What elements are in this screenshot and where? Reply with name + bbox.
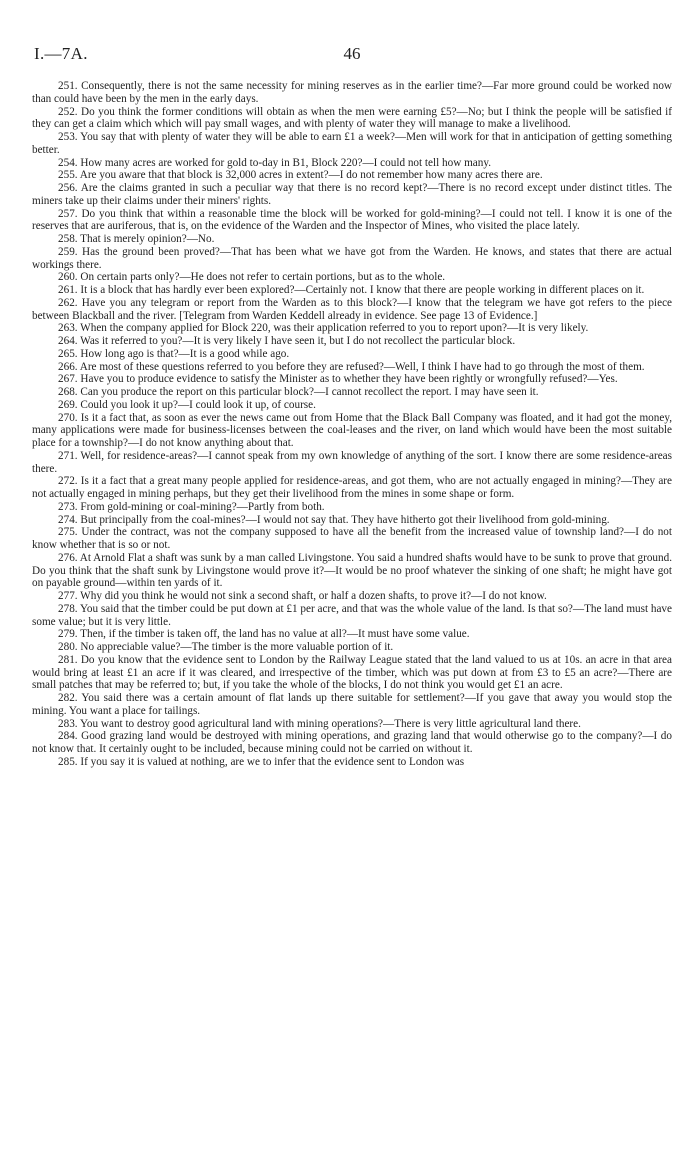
question-paragraph: 254. How many acres are worked for gold to-day in B1, Block 220?—I could not tell how many. [58, 156, 492, 169]
question-paragraph: 263. When the company applied for Block 220, was their application referred to you to report upon?—It is very likely. [58, 322, 589, 335]
evidence-text [32, 80, 672, 769]
question-paragraph: 268. Can you produce the report on this particular block?—I cannot recollect the report. I may have seen it. [58, 386, 539, 398]
question-paragraph: 284. Good grazing land would be destroyed with mining operations, and grazing land that would otherwise go to the company?—I do not know that. It certainly ought to be included, because mining could not be carried on without it. [32, 730, 672, 755]
question-paragraph: 253. You say that with plenty of water they will be able to earn £1 a week?—Men will work for that in anticipation of getting something better. [32, 131, 672, 156]
question-paragraph: 282. You said there was a certain amount of flat lands up there suitable for settlement?—If you gave that away you would stop the mining. You want a place for tailings. [32, 692, 672, 717]
question-paragraph: 267. Have you to produce evidence to satisfy the Minister as to whether they have been rightly or wrongfully refused?—Yes. [58, 373, 618, 386]
question-paragraph: 257. Do you think that within a reasonable time the block will be worked for gold-mining?—I could not tell. I know it is one of the reserves that are auriferous, that is, on the evidence of the Warden and the Inspector of Mines, who visited the place lately. [32, 207, 672, 233]
question-paragraph: 270. Is it a fact that, as soon as ever the news came out from Home that the Black Ball Company was floated, and it had got the money, many applications were made for business-licenses between the coal-leases and the river, on land which would have been the most suitable place for a township?—I do not know anything about that. [32, 411, 672, 449]
question-paragraph: 261. It is a block that has hardly ever been explored?—Certainly not. I know that there are people working in different places on it. [58, 284, 645, 296]
question-paragraph: 260. On certain parts only?—He does not refer to certain portions, but as to the whole. [58, 271, 446, 284]
question-paragraph: 259. Has the ground been proved?—That has been what we have got from the Warden. He knows, and states that there are actual workings there. [32, 245, 672, 271]
question-paragraph: 280. No appreciable value?—The timber is the more valuable portion of it. [58, 641, 394, 653]
question-paragraph: 252. Do you think the former conditions will obtain as when the men were earning £5?—No; but I think the people will be satisfied if they can get a claim which which will pay small wages, and with plenty of water they will manage to make a livelihood. [32, 105, 672, 131]
question-paragraph: 269. Could you look it up?—I could look it up, of course. [58, 398, 316, 411]
question-paragraph: 251. Consequently, there is not the same necessity for mining reserves as in the earlier time?—Far more ground could be worked now than could have been by the men in the early days. [32, 80, 672, 105]
question-paragraph: 256. Are the claims granted in such a peculiar way that there is no record kept?—There is no record except under distinct titles. The miners take up their claims under their miners' rights. [32, 182, 672, 207]
question-paragraph: 262. Have you any telegram or report from the Warden as to this block?—I know that the telegram we have got refers to the piece between Blackball and the river. [Telegram from Warden Keddell already in evidence. See page 13 of Evidence.] [32, 296, 672, 322]
page-header [32, 44, 672, 66]
question-paragraph: 255. Are you aware that that block is 32,000 acres in extent?—I do not remember how many acres there are. [58, 169, 543, 182]
question-paragraph: 275. Under the contract, was not the company supposed to have all the benefit from the increased value of township land?—I do not know whether that is so or not. [32, 526, 672, 551]
question-paragraph: 273. From gold-mining or coal-mining?—Partly from both. [58, 500, 325, 513]
question-paragraph: 279. Then, if the timber is taken off, the land has no value at all?—It must have some value. [58, 628, 470, 641]
question-paragraph: 277. Why did you think he would not sink a second shaft, or half a dozen shafts, to prove it?—I do not know. [58, 590, 547, 602]
question-paragraph: 281. Do you know that the evidence sent to London by the Railway League stated that the land valued to us at 10s. an acre in that area would bring at least £1 an acre if it was cleared, and irrespective of the timber, which was put down at from £3 to £5 an acre?—There are small patches that may be referred to; but, if you take the whole of the blocks, I do not think you would get £1 an acre. [32, 653, 672, 692]
question-paragraph: 265. How long ago is that?—It is a good while ago. [58, 347, 290, 360]
question-paragraph: 258. That is merely opinion?—No. [58, 233, 215, 245]
question-paragraph: 276. At Arnold Flat a shaft was sunk by a man called Livingstone. You said a hundred shafts would have to be sunk to prove that ground. Do you think that the shaft sunk by Livingstone would prove it?—It would be no proof whatever the sinking of one shaft; he might have got on payable ground—within ten yards of it. [32, 551, 672, 590]
question-paragraph: 266. Are most of these questions referred to you before they are refused?—Well, I think I have had to go through the most of them. [58, 360, 645, 373]
question-paragraph: 271. Well, for residence-areas?—I cannot speak from my own knowledge of anything of the sort. I know there are some residence-areas there. [32, 449, 672, 475]
document-reference: I.—7A. [34, 44, 88, 63]
question-paragraph: 283. You want to destroy good agricultural land with mining operations?—There is very little agricultural land there. [58, 717, 581, 730]
question-paragraph: 264. Was it referred to you?—It is very likely I have seen it, but I do not recollect the particular block. [58, 335, 516, 347]
page-number: 46 [343, 44, 361, 63]
question-paragraph: 278. You said that the timber could be put down at £1 per acre, and that was the whole value of the land. Is that so?—The land must have some value; but it is very little. [32, 602, 672, 628]
question-paragraph: 285. If you say it is valued at nothing, are we to infer that the evidence sent to London was [58, 755, 465, 768]
question-paragraph: 274. But principally from the coal-mines?—I would not say that. They have hitherto got their livelihood from gold-mining. [58, 513, 610, 526]
question-paragraph: 272. Is it a fact that a great many people applied for residence-areas, and got them, who are not actually engaged in mining?—They are not actually engaged in mining perhaps, but they get their livelihood from the mines in some shape or form. [32, 475, 672, 500]
